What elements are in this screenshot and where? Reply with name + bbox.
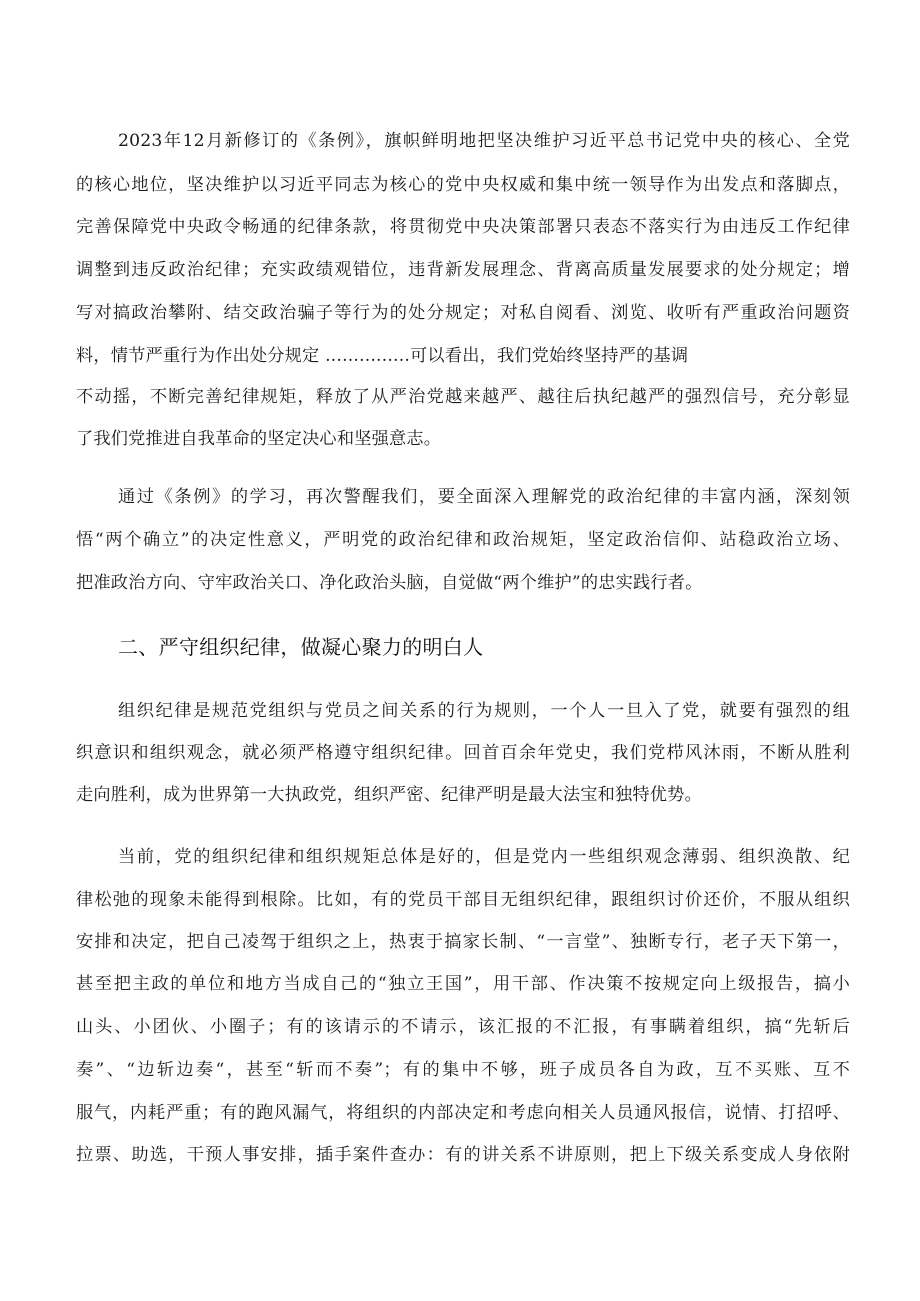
paragraph-line: 安排和决定，把自己凌驾于组织之上，热衷于搞家长制、“一言堂”、独断专行，老子天下第一， [76,932,850,952]
paragraph-line: 料，情节严重行为作出处分规定 ...............可以看出，我们党始终坚持严的基调 [76,346,689,366]
paragraph-line: 走向胜利，成为世界第一大执政党，组织严密、纪律严明是最大法宝和独特优势。 [76,785,702,805]
paragraph-line: 悟“两个确立”的决定性意义，严明党的政治纪律和政治规矩，坚定政治信仰、站稳政治立场、 [76,530,850,550]
paragraph-line: 把准政治方向、守牢政治关口、净化政治头脑，自觉做“两个维护”的忠实践行者。 [76,573,703,593]
paragraph-line: 的核心地位，坚决维护以习近平同志为核心的党中央权威和集中统一领导作为出发点和落脚点， [76,175,850,195]
paragraph-line: 山头、小团伙、小圈子；有的该请示的不请示，该汇报的不汇报，有事瞒着组织，搞“先斩后 [76,1017,850,1037]
paragraph-line: 甚至把主政的单位和地方当成自己的“独立王国”，用干部、作决策不按规定向上级报告，搞小 [76,974,850,994]
section-heading: 二、严守组织纪律，做凝心聚力的明白人 [118,635,484,659]
paragraph-line: 当前，党的组织纪律和组织规矩总体是好的，但是党内一些组织观念薄弱、组织涣散、纪 [118,847,850,867]
paragraph-line: 通过《条例》的学习，再次警醒我们，要全面深入理解党的政治纪律的丰富内涵，深刻领 [118,487,850,507]
paragraph-line: 律松弛的现象未能得到根除。比如，有的党员干部目无组织纪律，跟组织讨价还价，不服从组织 [76,890,850,910]
paragraph-line: 了我们党推进自我革命的坚定决心和坚强意志。 [76,429,442,449]
paragraph-line: 2023年12月新修订的《条例》，旗帜鲜明地把坚决维护习近平总书记党中央的核心、全党 [118,131,850,151]
paragraph-line: 奏”、“边斩边奏“，甚至“斩而不奏”；有的集中不够，班子成员各自为政，互不买账、互不 [76,1060,850,1080]
paragraph-line: 完善保障党中央政令畅通的纪律条款，将贯彻党中央决策部署只表态不落实行为由违反工作纪律 [76,217,850,237]
paragraph-line: 调整到违反政治纪律；充实政绩观错位，违背新发展理念、背离高质量发展要求的处分规定；增 [76,260,850,280]
paragraph-line: 不动摇，不断完善纪律规矩，释放了从严治党越来越严、越往后执纪越严的强烈信号，充分彰显 [76,387,850,407]
paragraph-line: 拉票、助选，干预人事安排，插手案件查办：有的讲关系不讲原则，把上下级关系变成人身依附 [76,1145,850,1165]
paragraph-line: 写对搞政治攀附、结交政治骗子等行为的处分规定；对私自阅看、浏览、收听有严重政治问题资 [76,303,850,323]
paragraph-line: 组织纪律是规范党组织与党员之间关系的行为规则，一个人一旦入了党，就要有强烈的组 [118,701,850,721]
paragraph-line: 服气，内耗严重；有的跑风漏气，将组织的内部决定和考虑向相关人员通风报信，说情、打招呼、 [76,1103,850,1123]
paragraph-line: 织意识和组织观念，就必须严格遵守组织纪律。回首百余年党史，我们党栉风沐雨，不断从胜利 [76,743,850,763]
